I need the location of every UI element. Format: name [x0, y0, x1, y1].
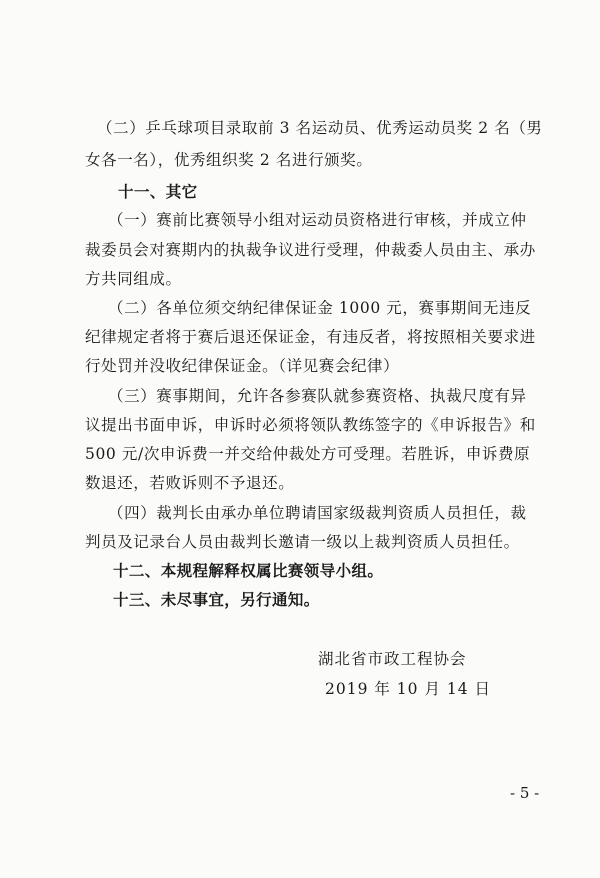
section-heading: 十二、本规程解释权属比赛领导小组。: [113, 562, 384, 580]
signature-date: 2019 年 10 月 14 日: [325, 680, 492, 698]
signature-organization: 湖北省市政工程协会: [318, 650, 467, 668]
section-heading: 十三、未尽事宜，另行通知。: [113, 591, 320, 609]
text-line: 判员及记录台人员由裁判长邀请一级以上裁判资质人员担任。: [85, 533, 520, 551]
text-line: 方共同组成。: [85, 270, 182, 288]
section-heading: 十一、其它: [118, 183, 198, 201]
text-line: （一）赛前比赛领导小组对运动员资格进行审核，并成立仲: [108, 211, 527, 229]
text-line: （三）赛事期间，允许各参赛队就参赛资格、执裁尺度有异: [108, 387, 527, 405]
text-line: 数退还，若败诉则不予退还。: [85, 474, 295, 492]
text-line: 500 元/次申诉费一并交给仲裁处方可受理。若胜诉，申诉费原: [85, 445, 531, 463]
text-line: （二）各单位须交纳纪律保证金 1000 元，赛事期间无违反: [108, 299, 532, 317]
text-line: （二）乒乓球项目录取前 3 名运动员、优秀运动员奖 2 名（男: [97, 119, 543, 137]
text-line: 女各一名），优秀组织奖 2 名进行颁奖。: [85, 151, 373, 169]
text-line: 纪律规定者将于赛后退还保证金，有违反者，将按照相关要求进: [85, 328, 536, 346]
text-line: 议提出书面申诉，申诉时必须将领队教练签字的《申诉报告》和: [85, 416, 536, 434]
text-line: （四）裁判长由承办单位聘请国家级裁判资质人员担任，裁: [108, 504, 527, 522]
text-line: 行处罚并没收纪律保证金。（详见赛会纪律）: [85, 357, 400, 375]
text-line: 裁委员会对赛期内的执裁争议进行受理，仲裁委人员由主、承办: [85, 241, 536, 259]
page-number: - 5 -: [510, 784, 540, 802]
